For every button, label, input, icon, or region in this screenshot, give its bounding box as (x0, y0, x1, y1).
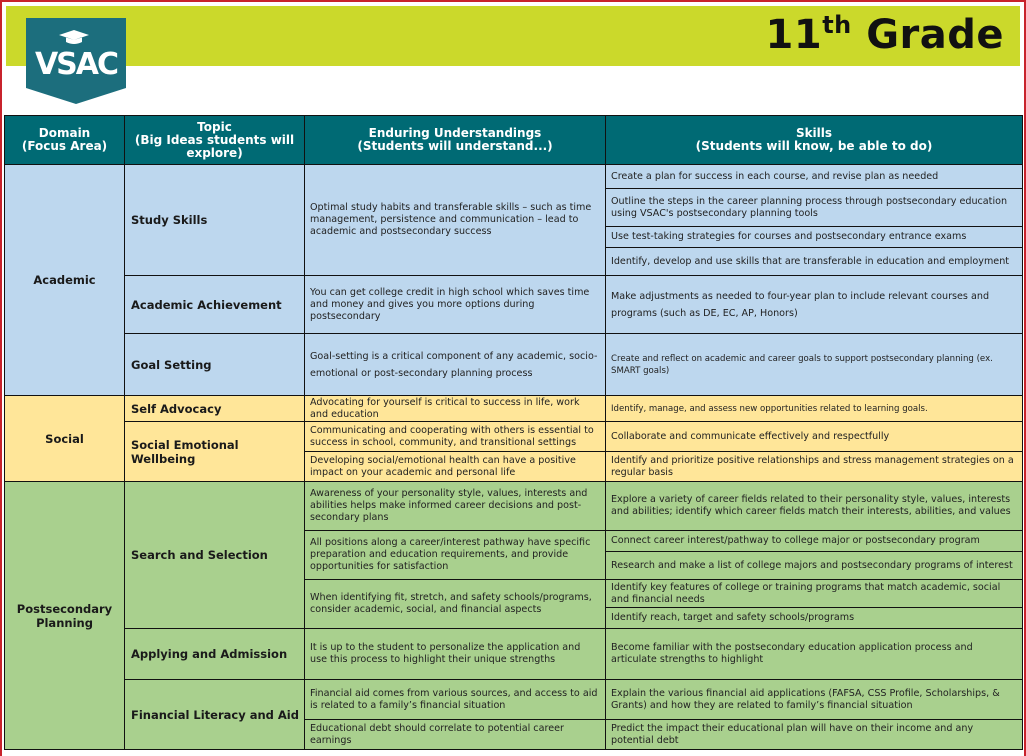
understanding-item: Communicating and cooperating with others is essential to success in school, community, and transitional settings (305, 422, 606, 452)
header-topic-title: Topic (197, 119, 232, 134)
table-row (5, 422, 1023, 452)
skill-item: Identify and prioritize positive relationships and stress management strategies on a regular basis (606, 452, 1023, 482)
understanding-item: All positions along a career/interest pathway have specific preparation and education requirements, and provide opportunities for satisfaction (305, 531, 606, 580)
page-title (765, 11, 1004, 58)
skill-item: Research and make a list of college majors and postsecondary programs of interest (606, 552, 1023, 580)
header-topic-subtitle: (Big Ideas students will explore) (134, 132, 295, 160)
topic-goal-setting: Goal Setting (125, 334, 305, 396)
topic-search-selection: Search and Selection (125, 482, 305, 629)
understanding-applying-admission: It is up to the student to personalize the application and use this process to highlight their unique strengths (305, 629, 606, 680)
understanding-item: Educational debt should correlate to potential career earnings (305, 720, 606, 750)
skill-item: Create a plan for success in each course, and revise plan as needed (606, 165, 1023, 189)
domain-academic: Academic (5, 165, 125, 396)
grade-word: Grade (866, 12, 1004, 58)
grade-suffix: th (822, 11, 852, 39)
logo-text: VSAC (34, 47, 118, 82)
table-row (5, 276, 1023, 334)
understanding-item: Developing social/emotional health can have a positive impact on your academic and personal life (305, 452, 606, 482)
skill-item: Explain the various financial aid applications (FAFSA, CSS Profile, Scholarships, & Grants) and how they are related to family’s financial situation (606, 680, 1023, 720)
skill-item: Outline the steps in the career planning process through postsecondary education using VSAC's postsecondary planning tools (606, 189, 1023, 227)
understanding-goal-setting: Goal-setting is a critical component of any academic, socio-emotional or post-secondary planning process (305, 334, 606, 396)
topic-self-advocacy: Self Advocacy (125, 396, 305, 422)
curriculum-table (4, 115, 1023, 750)
table-row (5, 334, 1023, 396)
header-topic (125, 116, 305, 165)
header-domain (5, 116, 125, 165)
skill-item: Identify, develop and use skills that are transferable in education and employment (606, 248, 1023, 276)
understanding-item: Awareness of your personality style, values, interests and abilities helps make informed career decisions and post-secondary plans (305, 482, 606, 531)
skill-item: Identify reach, target and safety schools/programs (606, 608, 1023, 629)
skill-item: Become familiar with the postsecondary education application process and articulate strengths to highlight (606, 629, 1023, 680)
understanding-academic-achievement: You can get college credit in high school which saves time and money and gives you more options during postsecondary (305, 276, 606, 334)
table-header-row (5, 116, 1023, 165)
skill-item: Explore a variety of career fields related to their personality style, values, interests and abilities; identify which career fields match their interests, abilities, and values (606, 482, 1023, 531)
header-understandings (305, 116, 606, 165)
table-row (5, 680, 1023, 720)
skill-item: Identify, manage, and assess new opportunities related to learning goals. (606, 396, 1023, 422)
header-domain-title: Domain (38, 126, 91, 140)
topic-academic-achievement: Academic Achievement (125, 276, 305, 334)
table-row (5, 629, 1023, 680)
domain-social: Social (5, 396, 125, 482)
topic-social-emotional-wellbeing: Social Emotional Wellbeing (125, 422, 305, 482)
skill-item: Use test-taking strategies for courses and postsecondary entrance exams (606, 227, 1023, 248)
skill-item: Identify key features of college or training programs that match academic, social and financial needs (606, 580, 1023, 608)
skill-item: Connect career interest/pathway to college major or postsecondary program (606, 531, 1023, 552)
title-banner (6, 6, 1020, 66)
skill-item: Collaborate and communicate effectively and respectfully (606, 422, 1023, 452)
header-skills (606, 116, 1023, 165)
header-understandings-subtitle: (Students will understand...) (357, 139, 553, 153)
header-skills-subtitle: (Students will know, be able to do) (695, 139, 933, 153)
understanding-item: When identifying fit, stretch, and safety schools/programs, consider academic, social, and financial aspects (305, 580, 606, 629)
understanding-self-advocacy: Advocating for yourself is critical to success in life, work and education (305, 396, 606, 422)
understanding-item: Financial aid comes from various sources, and access to aid is related to a family’s financial situation (305, 680, 606, 720)
topic-study-skills: Study Skills (125, 165, 305, 276)
understanding-study-skills: Optimal study habits and transferable skills – such as time management, persistence and communication – lead to academic and postsecondary success (305, 165, 606, 276)
header-domain-subtitle: (Focus Area) (21, 139, 108, 153)
skill-item: Predict the impact their educational plan will have on their income and any potential debt (606, 720, 1023, 750)
domain-postsecondary-planning: Postsecondary Planning (5, 482, 125, 750)
skill-item: Create and reflect on academic and career goals to support postsecondary planning (ex. SMART goals) (606, 334, 1023, 396)
vsac-logo (26, 18, 126, 104)
grade-number: 11 (765, 12, 823, 58)
table-row (5, 396, 1023, 422)
table-row (5, 482, 1023, 531)
topic-financial-literacy: Financial Literacy and Aid (125, 680, 305, 750)
header-skills-title: Skills (795, 126, 833, 140)
topic-applying-admission: Applying and Admission (125, 629, 305, 680)
skill-item: Make adjustments as needed to four-year plan to include relevant courses and programs (such as DE, EC, AP, Honors) (606, 276, 1023, 334)
header-understandings-title: Enduring Understandings (368, 126, 542, 140)
table-row (5, 165, 1023, 189)
